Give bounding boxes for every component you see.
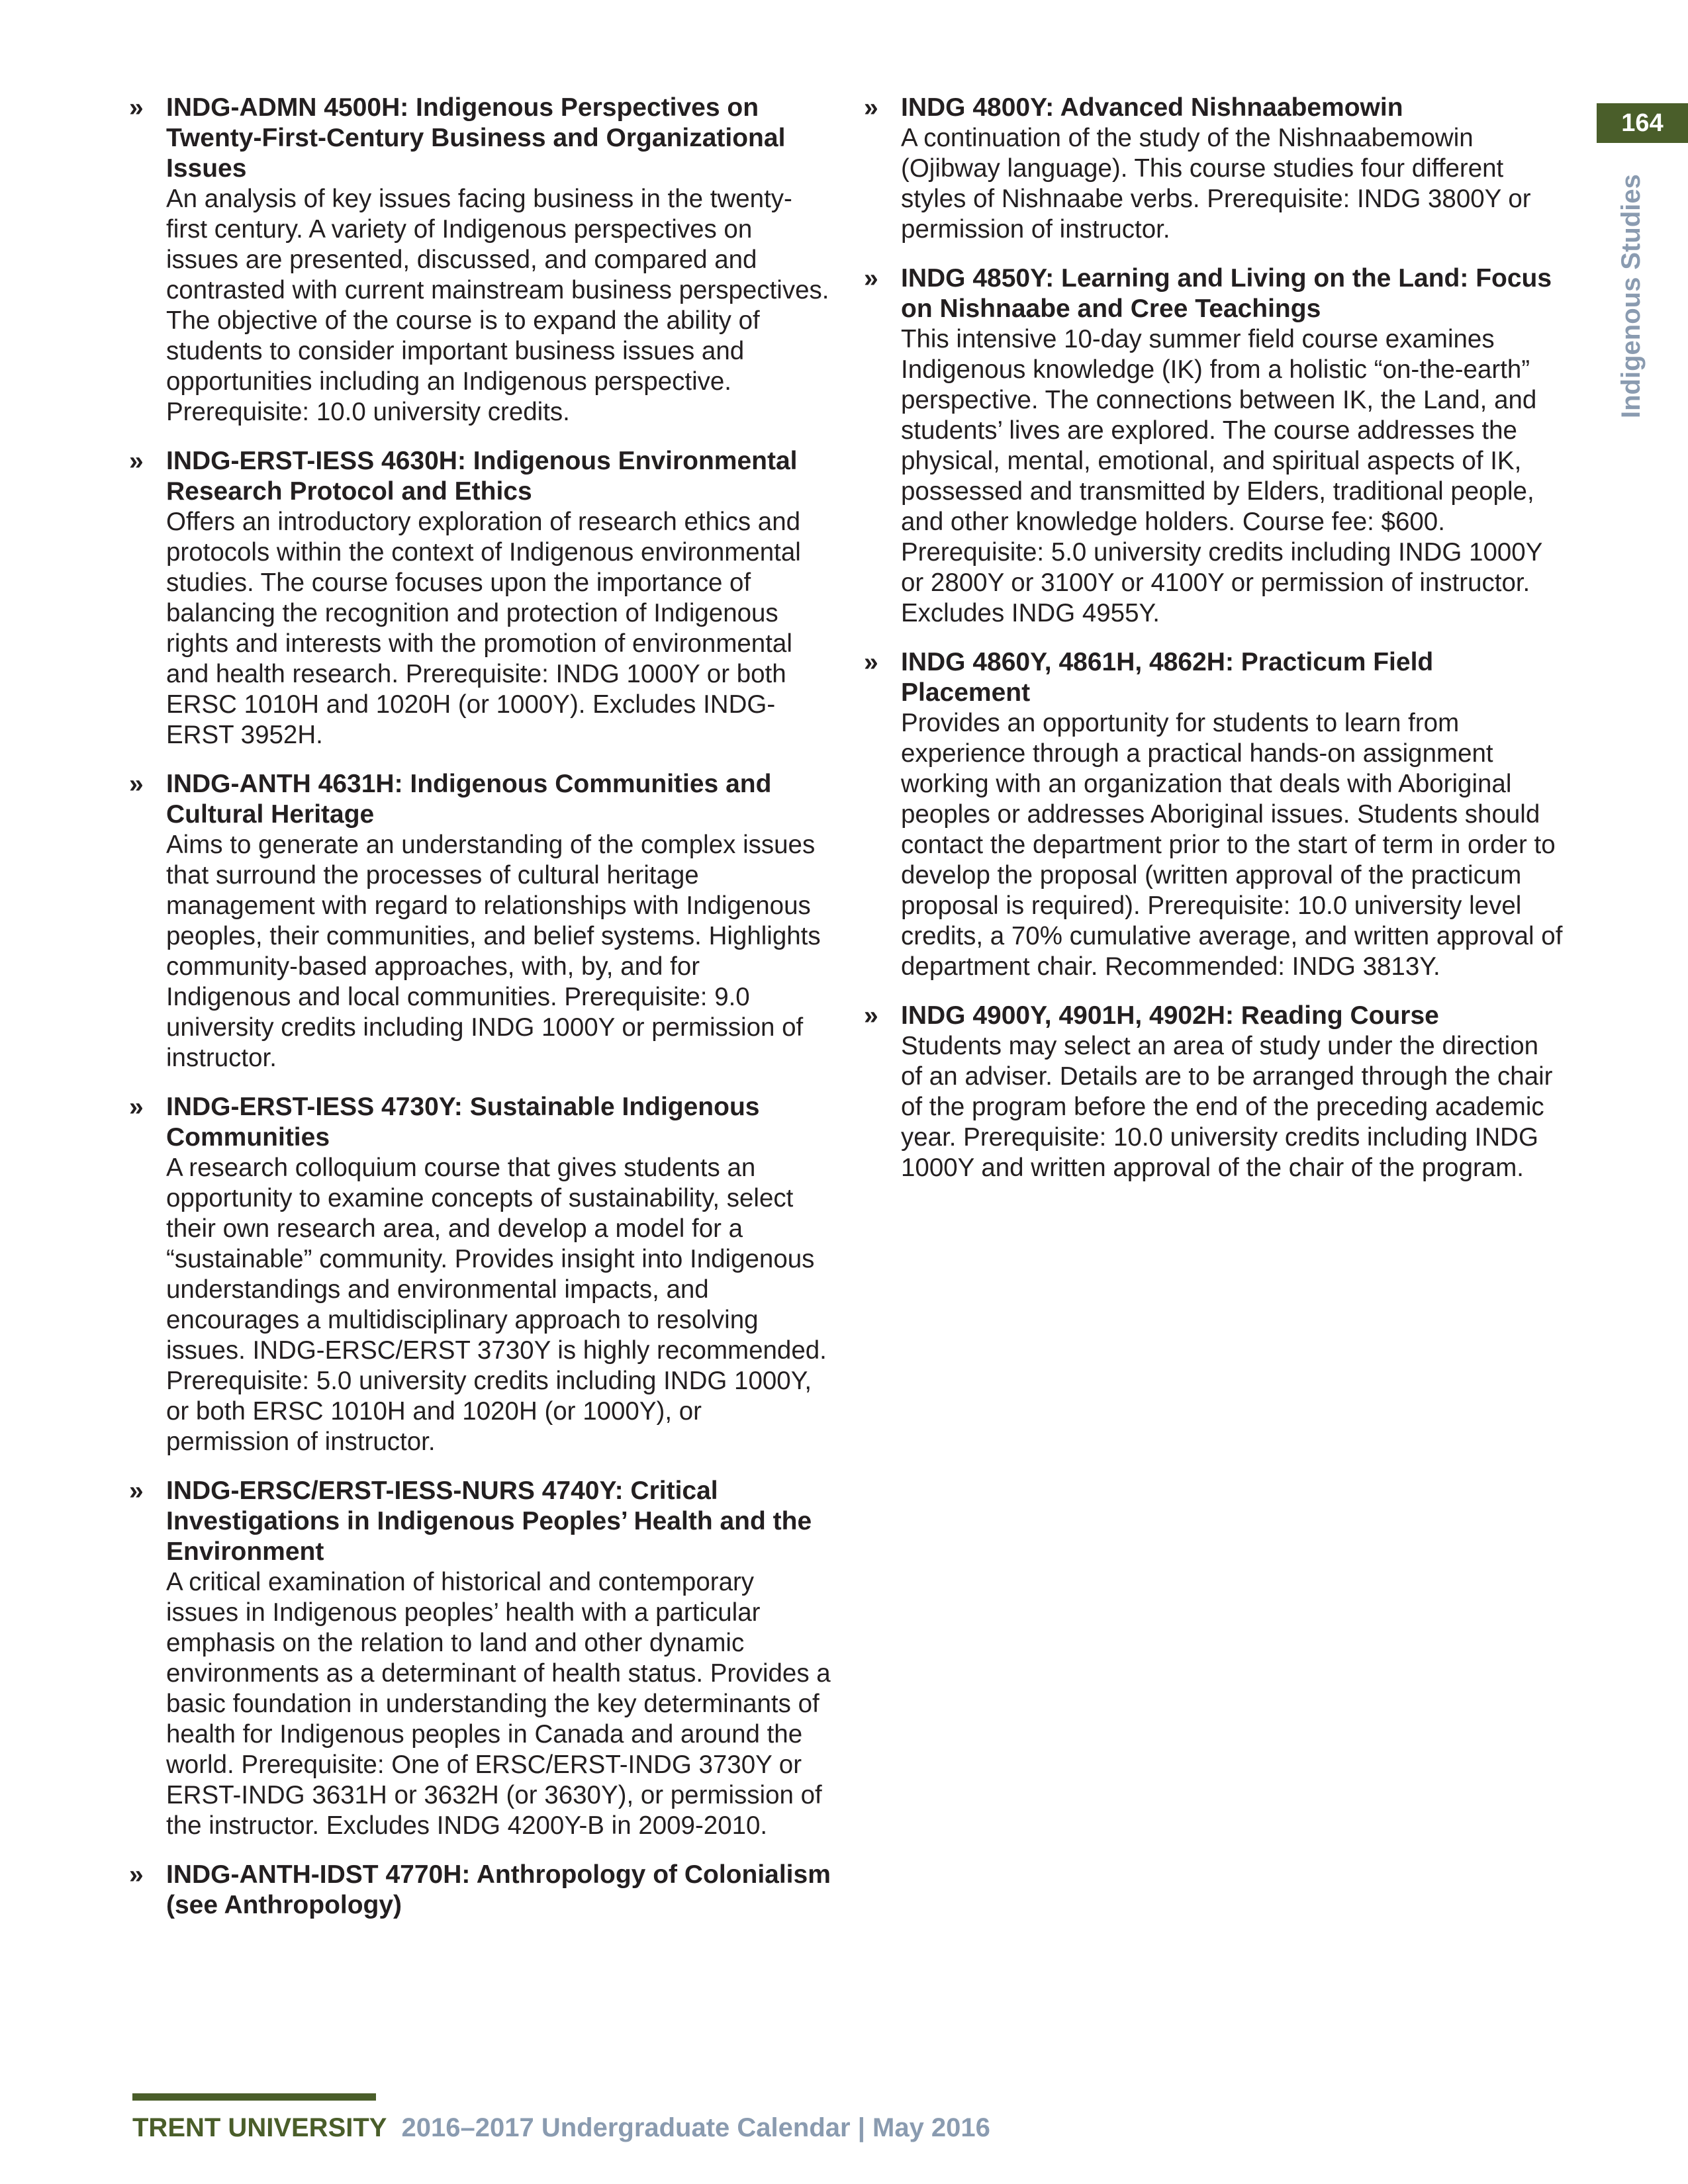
bullet-icon: »: [864, 93, 878, 122]
course-entry: [129, 769, 831, 1073]
course-title: INDG 4850Y: Learning and Living on the Land: Focus on Nishnaabe and Cree Teachings: [901, 264, 1552, 323]
bullet-icon: »: [864, 264, 878, 293]
course-title: INDG-ERST-IESS 4630H: Indigenous Environmental Research Protocol and Ethics: [166, 447, 798, 506]
course-entry: [129, 446, 831, 751]
bullet-icon: »: [129, 447, 144, 475]
page-number-badge: 164: [1597, 103, 1688, 143]
course-entry: [864, 263, 1566, 629]
course-description: Students may select an area of study under the direction of an adviser. Details are to be arranged through the chair of the program before the end of the preceding academic year. Prerequisite: 10.0 university credits including INDG 1000Y and written approval of the chair of the program.: [901, 1032, 1553, 1182]
course-title: INDG 4900Y, 4901H, 4902H: Reading Course: [901, 1001, 1439, 1030]
course-title: INDG 4800Y: Advanced Nishnaabemowin: [901, 93, 1403, 122]
bullet-icon: »: [129, 1860, 144, 1889]
course-entry: [864, 93, 1566, 245]
bullet-icon: »: [129, 1477, 144, 1505]
section-title: Indigenous Studies: [1617, 174, 1646, 418]
bullet-icon: »: [129, 770, 144, 798]
course-title: INDG-ANTH-IDST 4770H: Anthropology of Colonialism (see Anthropology): [166, 1860, 831, 1919]
course-entry: [129, 1092, 831, 1457]
course-title: INDG-ERSC/ERST-IESS-NURS 4740Y: Critical Investigations in Indigenous Peoples’ Health and the Environment: [166, 1477, 812, 1566]
course-description: A critical examination of historical and contemporary issues in Indigenous peoples’ health with a particular emphasis on the relation to land and other dynamic environments as a determinant of health status. Provides a basic foundation in understanding the key determinants of health for Indigenous peoples in Canada and around the world. Prerequisite: One of ERSC/ERST-INDG 3730Y or ERST-INDG 3631H or 3632H (or 3630Y), or permission of the instructor. Excludes INDG 4200Y-B in 2009-2010.: [166, 1568, 831, 1840]
course-entry: [129, 1860, 831, 1921]
course-entry: [864, 1001, 1566, 1183]
course-title: INDG 4860Y, 4861H, 4862H: Practicum Field Placement: [901, 648, 1434, 707]
bullet-icon: »: [864, 648, 878, 676]
left-column: [129, 93, 831, 1939]
bullet-icon: »: [864, 1001, 878, 1030]
course-description: A research colloquium course that gives students an opportunity to examine concepts of sustainability, select their own research area, and develop a model for a “sustainable” community. Provides insight into Indigenous understandings and environmental impacts, and encourages a multidisciplinary approach to resolving issues. INDG-ERSC/ERST 3730Y is highly recommended. Prerequisite: 5.0 university credits including INDG 1000Y, or both ERSC 1010H and 1020H (or 1000Y), or permission of instructor.: [166, 1154, 827, 1456]
course-entry: [129, 93, 831, 428]
footer-calendar: 2016–2017 Undergraduate Calendar | May 2016: [401, 2113, 990, 2142]
course-description: Aims to generate an understanding of the complex issues that surround the processes of cultural heritage management with regard to relationships with Indigenous peoples, their communities, and belief systems. Highlights community-based approaches, with, by, and for Indigenous and local communities. Prerequisite: 9.0 university credits including INDG 1000Y or permission of instructor.: [166, 831, 821, 1072]
footer-rule: [132, 2093, 376, 2101]
course-description: This intensive 10-day summer field course examines Indigenous knowledge (IK) from a holistic “on-the-earth” perspective. The connections between IK, the Land, and students’ lives are explored. The course addresses the physical, mental, emotional, and spiritual aspects of IK, possessed and transmitted by Elders, traditional people, and other knowledge holders. Course fee: $600. Prerequisite: 5.0 university credits including INDG 1000Y or 2800Y or 3100Y or 4100Y or permission of instructor. Excludes INDG 4955Y.: [901, 325, 1542, 627]
course-title: INDG-ADMN 4500H: Indigenous Perspectives on Twenty-First-Century Business and Organizational Issues: [166, 93, 786, 183]
right-column: [864, 93, 1566, 1202]
bullet-icon: »: [129, 1093, 144, 1121]
course-entry: [864, 647, 1566, 982]
course-description: Provides an opportunity for students to learn from experience through a practical hands-on assignment working with an organization that deals with Aboriginal peoples or addresses Aboriginal issues. Students should contact the department prior to the start of term in order to develop the proposal (written approval of the practicum proposal is required). Prerequisite: 10.0 university level credits, a 70% cumulative average, and written approval of department chair. Recommended: INDG 3813Y.: [901, 709, 1563, 981]
bullet-icon: »: [129, 93, 144, 122]
course-description: A continuation of the study of the Nishnaabemowin (Ojibway language). This course studies four different styles of Nishnaabe verbs. Prerequisite: INDG 3800Y or permission of instructor.: [901, 124, 1531, 244]
course-title: INDG-ERST-IESS 4730Y: Sustainable Indigenous Communities: [166, 1093, 760, 1152]
course-title: INDG-ANTH 4631H: Indigenous Communities and Cultural Heritage: [166, 770, 772, 829]
footer: [132, 2111, 990, 2144]
course-description: An analysis of key issues facing business in the twenty-first century. A variety of Indigenous perspectives on issues are presented, discussed, and compared and contrasted with current mainstream business perspectives. The objective of the course is to expand the ability of students to consider important business issues and opportunities including an Indigenous perspective. Prerequisite: 10.0 university credits.: [166, 185, 829, 426]
course-entry: [129, 1476, 831, 1841]
course-description: Offers an introductory exploration of research ethics and protocols within the context of Indigenous environmental studies. The course focuses upon the importance of balancing the recognition and protection of Indigenous rights and interests with the promotion of environmental and health research. Prerequisite: INDG 1000Y or both ERSC 1010H and 1020H (or 1000Y). Excludes INDG-ERST 3952H.: [166, 508, 801, 749]
footer-university: TRENT UNIVERSITY: [132, 2113, 387, 2142]
